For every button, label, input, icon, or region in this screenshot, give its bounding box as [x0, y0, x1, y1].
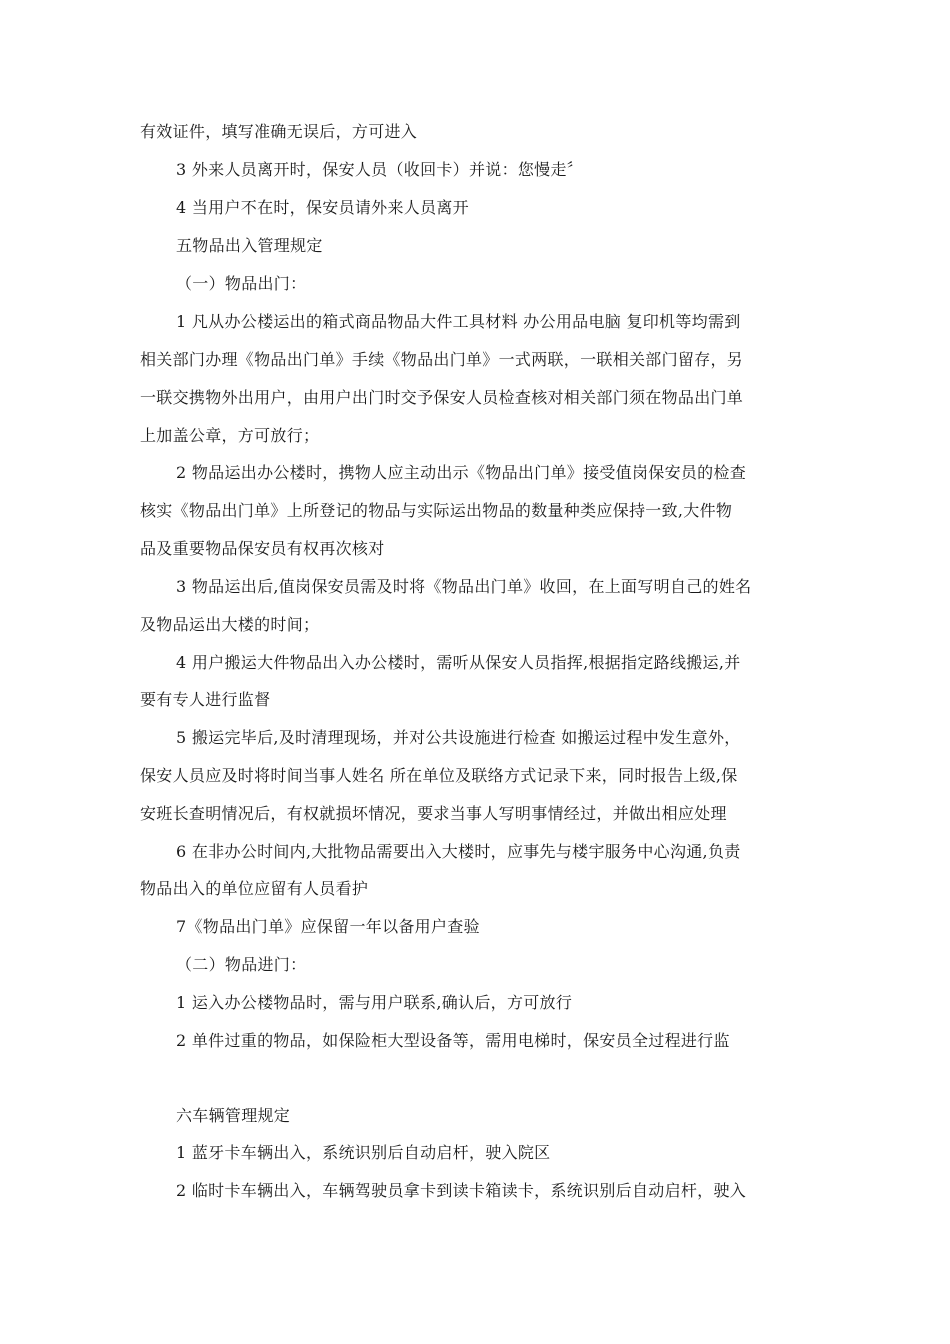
text-line: 3 外来人员离开时，保安人员（收回卡）并说：您慢走〞 — [176, 160, 584, 179]
text-line: 7《物品出门单》应保留一年以备用户查验 — [176, 917, 480, 936]
text-line: 品及重要物品保安员有权再次核对 — [140, 539, 385, 558]
text-line: 2 物品运出办公楼时，携物人应主动出示《物品出门单》接受值岗保安员的检查 — [176, 463, 747, 482]
text-line: 2 单件过重的物品，如保险柜大型设备等，需用电梯时，保安员全过程进行监 — [176, 1031, 730, 1050]
text-line: 2 临时卡车辆出入，车辆驾驶员拿卡到读卡箱读卡，系统识别后自动启杆，驶入 — [176, 1181, 747, 1200]
text-line: 核实《物品出门单》上所登记的物品与实际运出物品的数量种类应保持一致,大件物 — [140, 501, 733, 520]
text-line: 及物品运出大楼的时间； — [140, 615, 320, 634]
text-line: 物品出入的单位应留有人员看护 — [140, 879, 369, 898]
text-line: 4 用户搬运大件物品出入办公楼时，需听从保安人员指挥,根据指定路线搬运,并 — [176, 653, 741, 672]
text-line: 4 当用户不在时，保安员请外来人员离开 — [176, 198, 469, 217]
subsection-heading: （一）物品出门： — [176, 274, 307, 293]
text-line: 6 在非办公时间内,大批物品需要出入大楼时，应事先与楼宇服务中心沟通,负责 — [176, 842, 741, 861]
text-line: 有效证件，填写准确无误后，方可进入 — [140, 122, 418, 141]
section-heading: 六车辆管理规定 — [176, 1106, 291, 1125]
text-line: 5 搬运完毕后,及时清理现场，并对公共设施进行检查 如搬运过程中发生意外， — [176, 728, 741, 747]
text-line: 一联交携物外出用户，由用户出门时交予保安人员检查核对相关部门须在物品出门单 — [140, 388, 744, 407]
text-line: 安班长查明情况后，有权就损坏情况，要求当事人写明事情经过，并做出相应处理 — [140, 804, 727, 823]
text-line: 1 凡从办公楼运出的箱式商品物品大件工具材料 办公用品电脑 复印机等均需到 — [176, 312, 741, 331]
section-heading: 五物品出入管理规定 — [176, 236, 323, 255]
text-line: 1 蓝牙卡车辆出入，系统识别后自动启杆，驶入院区 — [176, 1143, 551, 1162]
text-line: 上加盖公章，方可放行； — [140, 426, 320, 445]
text-line: 1 运入办公楼物品时，需与用户联系,确认后，方可放行 — [176, 993, 573, 1012]
text-line: 要有专人进行监督 — [140, 690, 271, 709]
subsection-heading: （二）物品进门： — [176, 955, 307, 974]
text-line: 保安人员应及时将时间当事人姓名 所在单位及联络方式记录下来，同时报告上级,保 — [140, 766, 738, 785]
text-line: 3 物品运出后,值岗保安员需及时将《物品出门单》收回，在上面写明自己的姓名 — [176, 577, 752, 596]
text-line: 相关部门办理《物品出门单》手续《物品出门单》一式两联，一联相关部门留存，另 — [140, 350, 744, 369]
